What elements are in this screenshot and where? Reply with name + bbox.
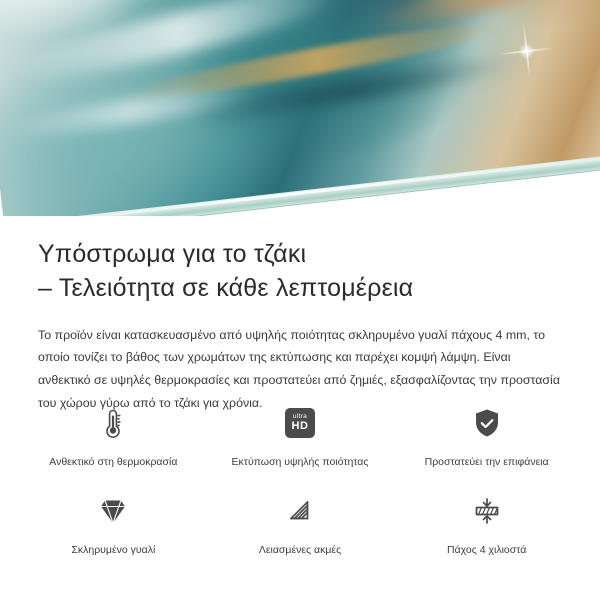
feature-label: Εκτύπωση υψηλής ποιότητας [231,456,369,468]
feature-item-tempered-glass [20,488,207,558]
feature-item-print-quality [207,400,394,470]
feature-item-surface-protection [393,400,580,470]
page-title [38,238,562,306]
ultra-hd-badge-icon [277,400,323,446]
feature-grid [0,400,600,557]
hd-badge-top: ultra [292,412,308,420]
text-block [0,216,600,415]
shield-check-icon [464,400,510,446]
marble-print-surface [0,0,600,216]
polished-edges-icon [277,488,323,534]
hero-image [0,0,600,216]
diamond-icon [90,488,136,534]
feature-label: Σκληρυμένο γυαλί [71,543,156,556]
feature-label: Προστατεύει την επιφάνεια [424,456,549,468]
feature-item-thickness [393,488,580,558]
glass-panel-photo [0,0,600,216]
body-paragraph: Το προϊόν είναι κατασκευασμένο από υψηλής ποιότητας σκληρυμένο γυαλί πάχους 4 mm, το οποίο τονίζει το βάθος των χρωμάτων της εκτύπωσης και παρέχει κομψή λάμψη. Είναι ανθεκτικό σε υψηλές θερμοκρασίες και προστατεύει από ζημιές, εξασφαλίζοντας την προστασία του χώρου γύρω από το τζάκι για χρόνια. [38,327,560,411]
feature-label: Πάχος 4 χιλιοστά [447,543,527,556]
thermometer-icon [90,400,136,446]
thickness-arrows-icon [464,488,510,534]
feature-label: Ανθεκτικό στη θερμοκρασία [49,456,178,468]
headline-line-1: Υπόστρωμα για το τζάκι [38,240,307,268]
hd-badge [285,408,315,438]
feature-item-heat-resistant [20,400,207,470]
hd-badge-bottom: HD [291,420,309,433]
headline-line-2: – Τελειότητα σε κάθε λεπτομέρεια [38,273,414,302]
feature-label: Λειασμένες ακμές [258,543,342,556]
feature-item-polished-edges [207,488,394,558]
